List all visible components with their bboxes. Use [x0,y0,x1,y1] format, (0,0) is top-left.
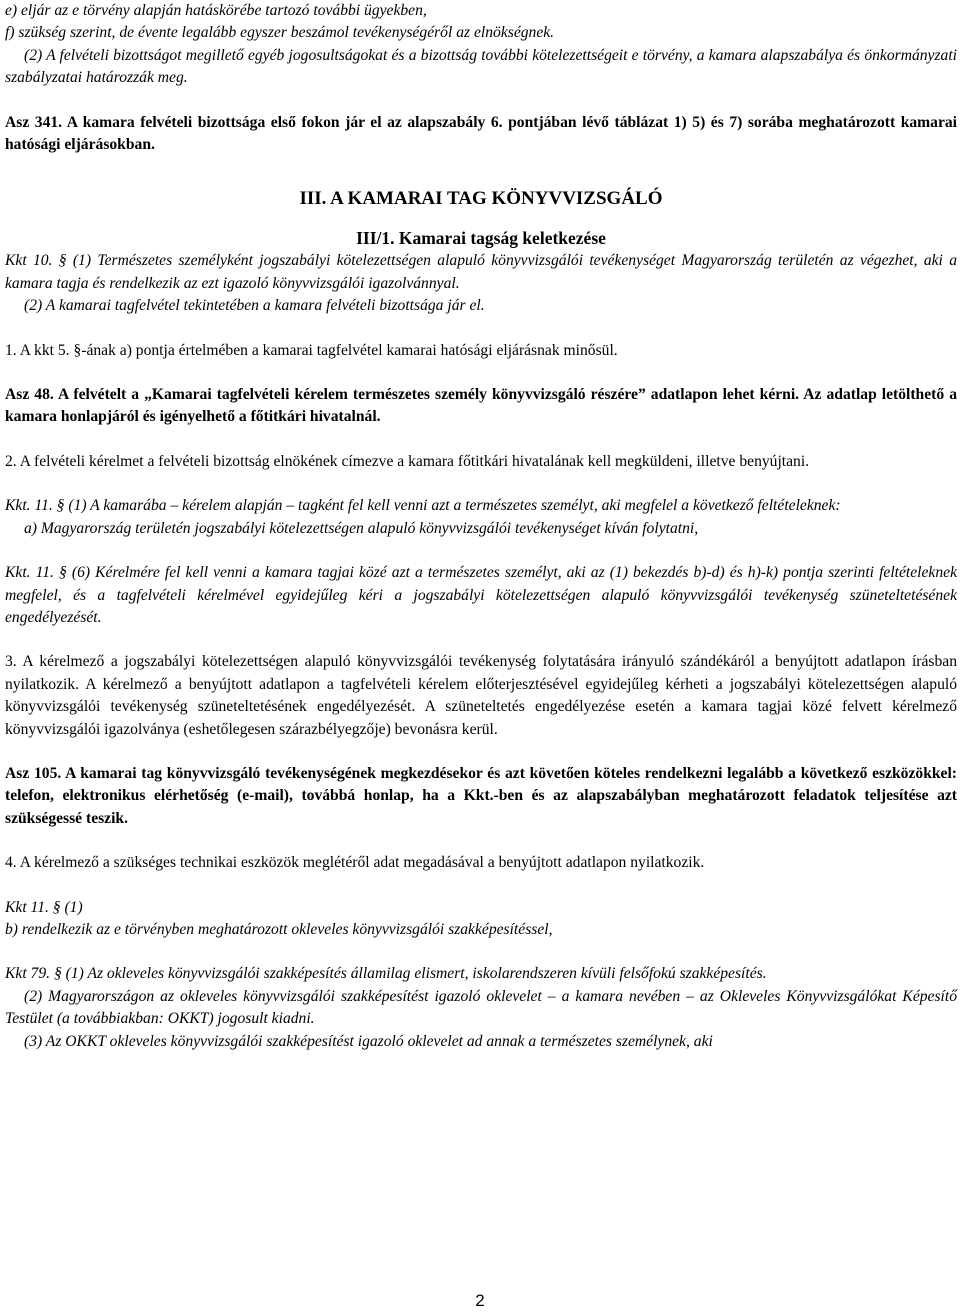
clause-e: e) eljár az e törvény alapján hatáskörébe tartozó további ügyekben, [5,2,427,19]
kkt-11-6: Kkt. 11. § (6) Kérelmére fel kell venni a kamara tagjai közé azt a természetes személyt, aki az (1) bekezdés b)-d) és h)-k) pontja szerinti feltételeknek megfelel, és a tagfelvételi kérelmével egyidejűleg kéri a jogszabályi kötelezettségen alapuló könyvvizsgálói tevékenység szüneteltetésének engedélyezését. [5,564,957,626]
asz-341: Asz 341. A kamara felvételi bizottsága első fokon jár el az alapszabály 6. pontjában lévő táblázat 1) 5) és 7) sorába meghatározott kamarai hatósági eljárásokban. [5,113,957,154]
document-page [5,0,957,1053]
asz-105: Asz 105. A kamarai tag könyvvizsgáló tevékenységének megkezdésekor és azt követően köteles rendelkezni legalább a következő eszközökkel: telefon, elektronikus elérhetőség (e-mail), továbbá honlap, ha a Kkt.-ben és az alapszabályban meghatározott feladatok teljesítése azt szükségessé teszik. [5,764,957,827]
kkt-10-2: (2) A kamarai tagfelvétel tekintetében a kamara felvételi bizottsága jár el. [24,297,485,315]
kkt-11-1-b: b) rendelkezik az e törvényben meghatározott okleveles könyvvizsgálói szakképesítéssel, [5,920,553,938]
item-3: 3. A kérelmező a jogszabályi kötelezettségen alapuló könyvvizsgálói tevékenység folytatására irányuló szándékáról a benyújtott adatlapon írásban nyilatkozik. A kérelmező a benyújtott adatlapon a tagfelvételi kérelem előterjesztésével egyidejűleg kérheti a jogszabályi kötelezettségen alapuló könyvvizsgálói tevékenység szüneteltetésének engedélyezését. A szüneteltetés engedélyezése esetén a kamara tagjai közé felvett kérelmező könyvvizsgálói igazolványa (eshetőlegesen szárazbélyegzője) bevonásra kerül. [5,653,957,738]
kkt-11-1: Kkt. 11. § (1) A kamarába – kérelem alapján – tagként fel kell venni azt a természetes személyt, aki megfelel a következő feltételeknek: [5,497,841,515]
kkt-11-1-b-heading: Kkt 11. § (1) [5,898,83,916]
item-2: 2. A felvételi kérelmet a felvételi bizottság elnökének címezve a kamara főtitkári hivatalának kell megküldeni, illetve benyújtani. [5,452,810,470]
paragraph-2: (2) A felvételi bizottságot megillető egyéb jogosultságokat és a bizottság további kötelezettségeit e törvény, a kamara alapszabálya és önkormányzati szabályzatai határozzák meg. [5,46,957,87]
kkt-79-1: Kkt 79. § (1) Az okleveles könyvvizsgálói szakképesítés államilag elismert, iskolarendszeren kívüli felsőfokú szakképesítés. [5,965,767,983]
clause-f: f) szükség szerint, de évente legalább egyszer beszámol tevékenységéről az elnökségnek. [5,24,555,42]
kkt-11-1-a: a) Magyarország területén jogszabályi kötelezettségen alapuló könyvvizsgálói tevékenységet kíván folytatni, [24,519,699,537]
chapter-heading: III. A KAMARAI TAG KÖNYVVIZSGÁLÓ [299,188,663,210]
kkt-79-3: (3) Az OKKT okleveles könyvvizsgálói szakképesítést igazoló oklevelet ad annak a természetes személynek, aki [24,1032,713,1050]
kkt-10-1: Kkt 10. § (1) Természetes személyként jogszabályi kötelezettségen alapuló könyvvizsgálói tevékenységet Magyarország területén az végezhet, aki a kamara tagja és rendelkezik az ezt igazoló könyvvizsgálói igazolvánnyal. [5,252,957,292]
page-number: 2 [475,1291,485,1310]
item-1: 1. A kkt 5. §-ának a) pontja értelmében a kamarai tagfelvétel kamarai hatósági eljárásnak minősül. [5,341,618,359]
asz-48: Asz 48. A felvételt a „Kamarai tagfelvételi kérelem természetes személy könyvvizsgáló részére” adatlapon lehet kérni. Az adatlap letölthető a kamara honlapjáról és igényelhető a főtitkári hivatalnál. [5,386,957,426]
kkt-79-2: (2) Magyarországon az okleveles könyvvizsgálói szakképesítést igazoló oklevelet – a kamara nevében – az Okleveles Könyvvizsgálókat Képesítő Testület (a továbbiakban: OKKT) jogosult kiadni. [5,987,957,1028]
item-4: 4. A kérelmező a szükséges technikai eszközök meglétéről adat megadásával a benyújtott adatlapon nyilatkozik. [5,854,705,872]
section-heading: III/1. Kamarai tagság keletkezése [356,228,606,249]
